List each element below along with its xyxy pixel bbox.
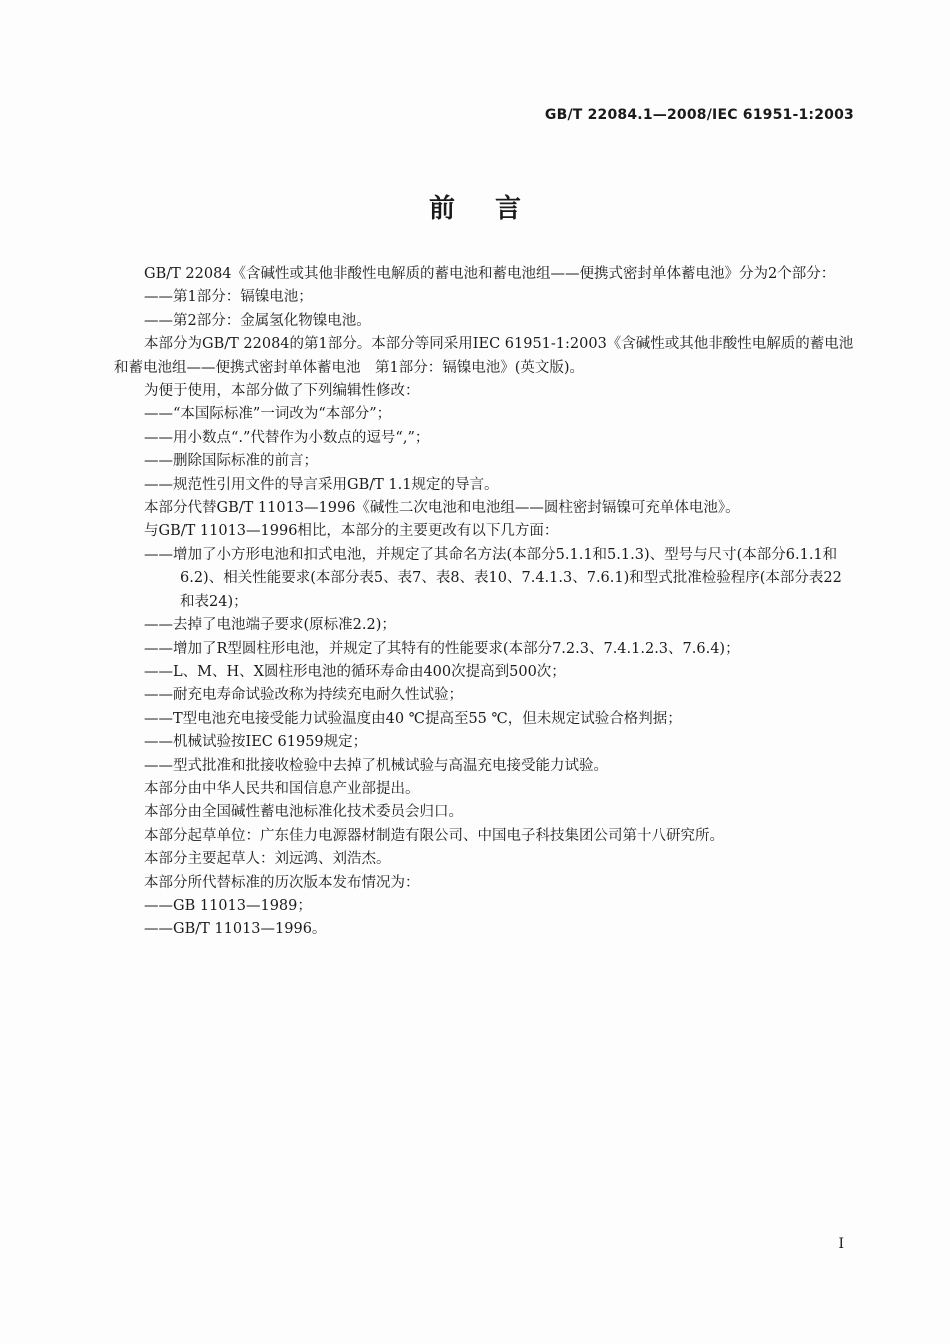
list-item-change: ——增加了R型圆柱形电池，并规定了其特有的性能要求(本部分7.2.3、7.4.1.2.3、7.6.4)； [144, 640, 740, 657]
paragraph-editorial-changes: 为便于使用，本部分做了下列编辑性修改： [144, 383, 420, 400]
standard-number: GB/T 22084.1—2008/IEC 61951-1:2003 [544, 107, 854, 123]
paragraph-adoption: 本部分为GB/T 22084的第1部分。本部分等同采用IEC 61951-1:2003《含碱性或其他非酸性电解质的蓄电池和蓄电池组——便携式密封单体蓄电池 第1部分：镉镍电池》(英文版)。 [114, 336, 854, 376]
page-number: I [838, 1236, 844, 1252]
paragraph-committee: 本部分由全国碱性蓄电池标准化技术委员会归口。 [144, 804, 463, 821]
paragraph-intro: GB/T 22084《含碱性或其他非酸性电解质的蓄电池和蓄电池组——便携式密封单体蓄电池》分为2个部分： [144, 266, 836, 282]
paragraph-history: 本部分所代替标准的历次版本发布情况为： [144, 874, 420, 891]
list-item-change: ——L、M、H、X圆柱形电池的循环寿命由400次提高到500次； [144, 663, 566, 680]
list-item-change: ——T型电池充电接受能力试验温度由40 ℃提高至55 ℃，但未规定试验合格判据； [144, 710, 682, 727]
list-item-part1: ——第1部分：镉镍电池； [144, 289, 313, 306]
list-item-editorial: ——删除国际标准的前言； [144, 453, 318, 470]
list-item-change: ——去掉了电池端子要求(原标准2.2)； [144, 617, 396, 634]
paragraph-drafting-units: 本部分起草单位：广东佳力电源器材制造有限公司、中国电子科技集团公司第十八研究所。 [144, 827, 724, 844]
list-item-change: ——增加了小方形电池和扣式电池，并规定了其命名方法(本部分5.1.1和5.1.3)、型号与尺寸(本部分6.1.1和6.2)、相关性能要求(本部分表5、表7、表8、表10、7.4.1.3、7.6.1)和型式批准检验程序(本部分表22和表24)； [144, 546, 842, 610]
document-body [114, 263, 856, 942]
list-item-change: ——耐充电寿命试验改称为持续充电耐久性试验； [144, 687, 463, 704]
list-item-part2: ——第2部分：金属氢化物镍电池。 [144, 312, 371, 329]
paragraph-replaces: 本部分代替GB/T 11013—1996《碱性二次电池和电池组——圆柱密封镉镍可充单体电池》。 [144, 500, 740, 517]
paragraph-main-changes: 与GB/T 11013—1996相比，本部分的主要更改有以下几方面： [144, 523, 559, 540]
paragraph-proposer: 本部分由中华人民共和国信息产业部提出。 [144, 780, 420, 797]
list-item-editorial: ——用小数点“.”代替作为小数点的逗号“,”； [144, 429, 430, 446]
list-item-editorial: ——“本国际标准”一词改为“本部分”； [144, 406, 392, 423]
list-item-change: ——型式批准和批接收检验中去掉了机械试验与高温充电接受能力试验。 [144, 757, 608, 774]
list-item-history: ——GB/T 11013—1996。 [144, 921, 327, 938]
list-item-history: ——GB 11013—1989； [144, 897, 312, 914]
page-title: 前言 [428, 194, 561, 224]
list-item-change: ——机械试验按IEC 61959规定； [144, 734, 368, 751]
list-item-editorial: ——规范性引用文件的导言采用GB/T 1.1规定的导言。 [144, 476, 499, 493]
paragraph-drafters: 本部分主要起草人：刘远鸿、刘浩杰。 [144, 851, 391, 868]
